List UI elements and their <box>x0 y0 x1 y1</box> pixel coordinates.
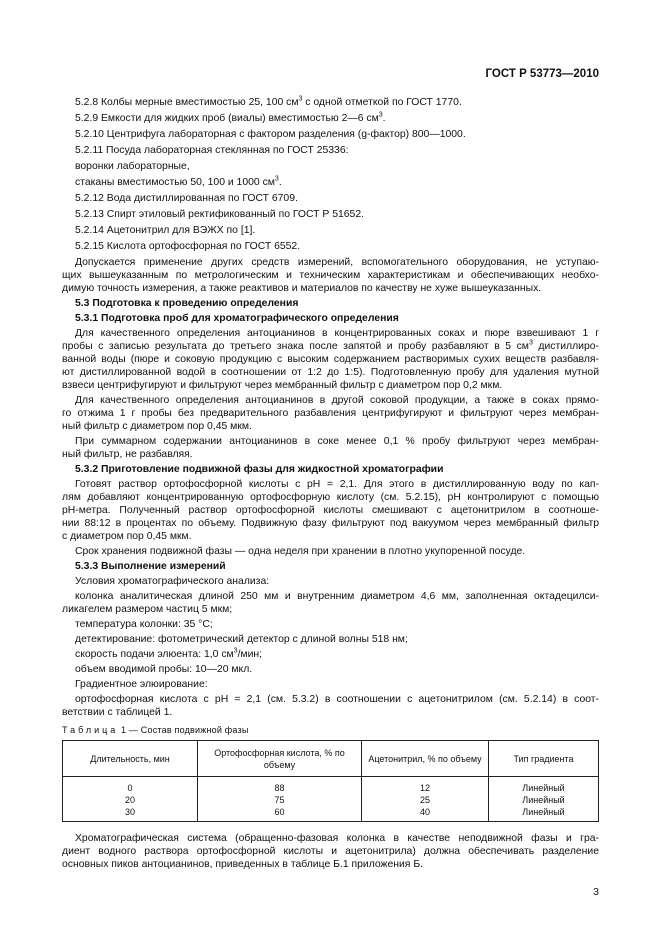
table-caption-title: 1 — Состав подвижной фазы <box>118 725 249 735</box>
text-line: ликагелем размером частиц 5 мкм; <box>62 604 233 615</box>
text-line: пробы с записью результата до третьего знака после запятой и пробу разбавляют в 5 $см^3$ дистиллиро- <box>62 339 599 352</box>
col-header-acetonitrile: Ацетонитрил, % по объему <box>362 741 489 777</box>
text-line: скорость подачи элюента: 1,0 $см^3$/мин; <box>75 647 263 660</box>
text-line: 5.2.13 Спирт этиловый ректификованный по ГОСТ Р 51652. <box>75 209 364 220</box>
text-line: нии 88:12 в процентах по объему. Подвижную фазу фильтруют под вакуумом через мембранный фильтр <box>62 518 599 529</box>
text-line: воронки лабораторные, <box>75 161 190 172</box>
text-line: Условия хроматографического анализа: <box>75 576 270 587</box>
section-heading: 5.3.1 Подготовка проб для хроматографического определения <box>75 313 399 324</box>
table-row <box>63 806 599 822</box>
text-line: 5.2.14 Ацетонитрил для ВЭЖХ по [1]. <box>75 225 256 236</box>
table-cell: Линейный <box>489 777 599 795</box>
text-line: колонка аналитическая длиной 250 мм и внутренним диаметром 4,6 мм, заполненная октадецилси- <box>75 591 599 602</box>
text-line: ный фильтр с диаметром пор 0,45 мкм. <box>62 421 252 432</box>
table-cell: 60 <box>198 806 362 822</box>
table-cell: 30 <box>63 806 198 822</box>
section-heading: 5.3 Подготовка к проведению определения <box>75 298 299 309</box>
col-header-duration: Длительность, мин <box>63 741 198 777</box>
text-line: детектирование: фотометрический детектор с длиной волны 518 нм; <box>75 634 408 645</box>
text-line: ют дистиллированной водой в соотношении от 1:2 до 1:5). Подготовленную пробу для удаления мутной <box>62 367 599 378</box>
table-row <box>63 777 599 795</box>
text-line: димую точность измерения, а также реактивов и материалов по качеству не хуже вышеуказанных. <box>62 283 542 294</box>
text-line: диент водного раствора ортофосфорной кислоты и ацетонитрила) должна обеспечивать разделение <box>62 846 599 857</box>
text-line: 5.2.9 Емкости для жидких проб (виалы) вместимостью 2—6 $см^3$. <box>75 111 386 124</box>
text-line: объем вводимой пробы: 10—20 мкл. <box>75 664 253 675</box>
text-line: лям добавляют концентрированную ортофосфорную кислоту (см. 5.2.15), pH контролируют с помощью <box>62 492 599 503</box>
text-line: Градиентное элюирование: <box>75 679 208 690</box>
text-line: ветствии с таблицей 1. <box>62 707 173 718</box>
col-header-phosphoric-acid: Ортофосфорная кислота, % по объему <box>198 741 362 777</box>
table-cell: 25 <box>362 794 489 806</box>
table-cell: 40 <box>362 806 489 822</box>
text-line: Хроматографическая система (обращенно-фазовая колонка в качестве неподвижной фазы и гра- <box>75 833 599 844</box>
section-heading: 5.3.3 Выполнение измерений <box>75 561 226 572</box>
document-header: ГОСТ Р 53773—2010 <box>485 68 599 80</box>
text-line: с диаметром пор 0,45 мкм. <box>62 531 192 542</box>
text-line: Для качественного определения антоцианинов в концентрированных соках и пюре взвешивают 1 г <box>75 328 599 339</box>
text-line: ортофосфорная кислота с pH = 2,1 (см. 5.3.2) в соотношении с ацетонитрилом (см. 5.2.14) в соот- <box>75 694 599 705</box>
text-line: Допускается применение других средств измерений, вспомогательного оборудования, не уступаю- <box>75 257 599 268</box>
text-line: Срок хранения подвижной фазы — одна неделя при хранении в плотно укупоренной посуде. <box>75 546 526 557</box>
text-line: ванной воды (пюре и соковую продукцию с высоким содержанием растворимых сухих веществ разбавля- <box>62 354 599 365</box>
table-cell: Линейный <box>489 806 599 822</box>
table-cell: 20 <box>63 794 198 806</box>
text-line: 5.2.12 Вода дистиллированная по ГОСТ 6709. <box>75 193 298 204</box>
text-line: pH-метра. Полученный раствор ортофосфорной кислоты смешивают с ацетонитрилом в соотноше- <box>62 505 599 516</box>
text-line: Для качественного определения антоцианинов в другой соковой продукции, а также в соках прямо- <box>75 395 599 406</box>
text-line: го отжима 1 г пробы без предварительного разбавления центрифугируют и фильтруют через мембран- <box>62 408 599 419</box>
table-cell: 75 <box>198 794 362 806</box>
text-line: взвеси центрифугируют и фильтруют через мембранный фильтр с диаметром пор 0,2 мкм. <box>62 380 503 391</box>
table-header-row <box>63 741 599 777</box>
table-cell: 12 <box>362 777 489 795</box>
text-line: стаканы вместимостью 50, 100 и 1000 $см^3$. <box>75 175 282 188</box>
text-line: 5.2.8 Колбы мерные вместимостью 25, 100 $см^3$ с одной отметкой по ГОСТ 1770. <box>75 95 462 108</box>
section-heading: 5.3.2 Приготовление подвижной фазы для жидкостной хроматографии <box>75 464 444 475</box>
text-line: 5.2.11 Посуда лабораторная стеклянная по ГОСТ 25336: <box>75 145 349 156</box>
table-row <box>63 794 599 806</box>
col-header-gradient-type: Тип градиента <box>489 741 599 777</box>
text-line: ный фильтр, не разбавляя. <box>62 449 193 460</box>
text-line: температура колонки: 35 °С; <box>75 619 213 630</box>
table-caption-label: Таблица <box>62 725 119 735</box>
text-line: Готовят раствор ортофосфорной кислоты с pH = 2,1. Для этого в дистиллированную воду по кап- <box>75 479 599 490</box>
mobile-phase-table <box>62 740 599 822</box>
table-cell: 0 <box>63 777 198 795</box>
table-cell: Линейный <box>489 794 599 806</box>
text-line: 5.2.10 Центрифуга лабораторная с фактором разделения (g-фактор) 800—1000. <box>75 129 466 140</box>
page-number: 3 <box>593 886 599 898</box>
table-cell: 88 <box>198 777 362 795</box>
table-caption <box>62 725 249 735</box>
text-line: щих вышеуказанным по метрологическим и техническим характеристикам и обеспечивающих необхо- <box>62 270 599 281</box>
text-line: 5.2.15 Кислота ортофосфорная по ГОСТ 6552. <box>75 241 301 252</box>
text-line: При суммарном содержании антоцианинов в соке менее 0,1 % пробу фильтруют через мембран- <box>75 436 599 447</box>
text-line: основных пиков антоцианинов, приведенных в таблице Б.1 приложения Б. <box>62 859 424 870</box>
